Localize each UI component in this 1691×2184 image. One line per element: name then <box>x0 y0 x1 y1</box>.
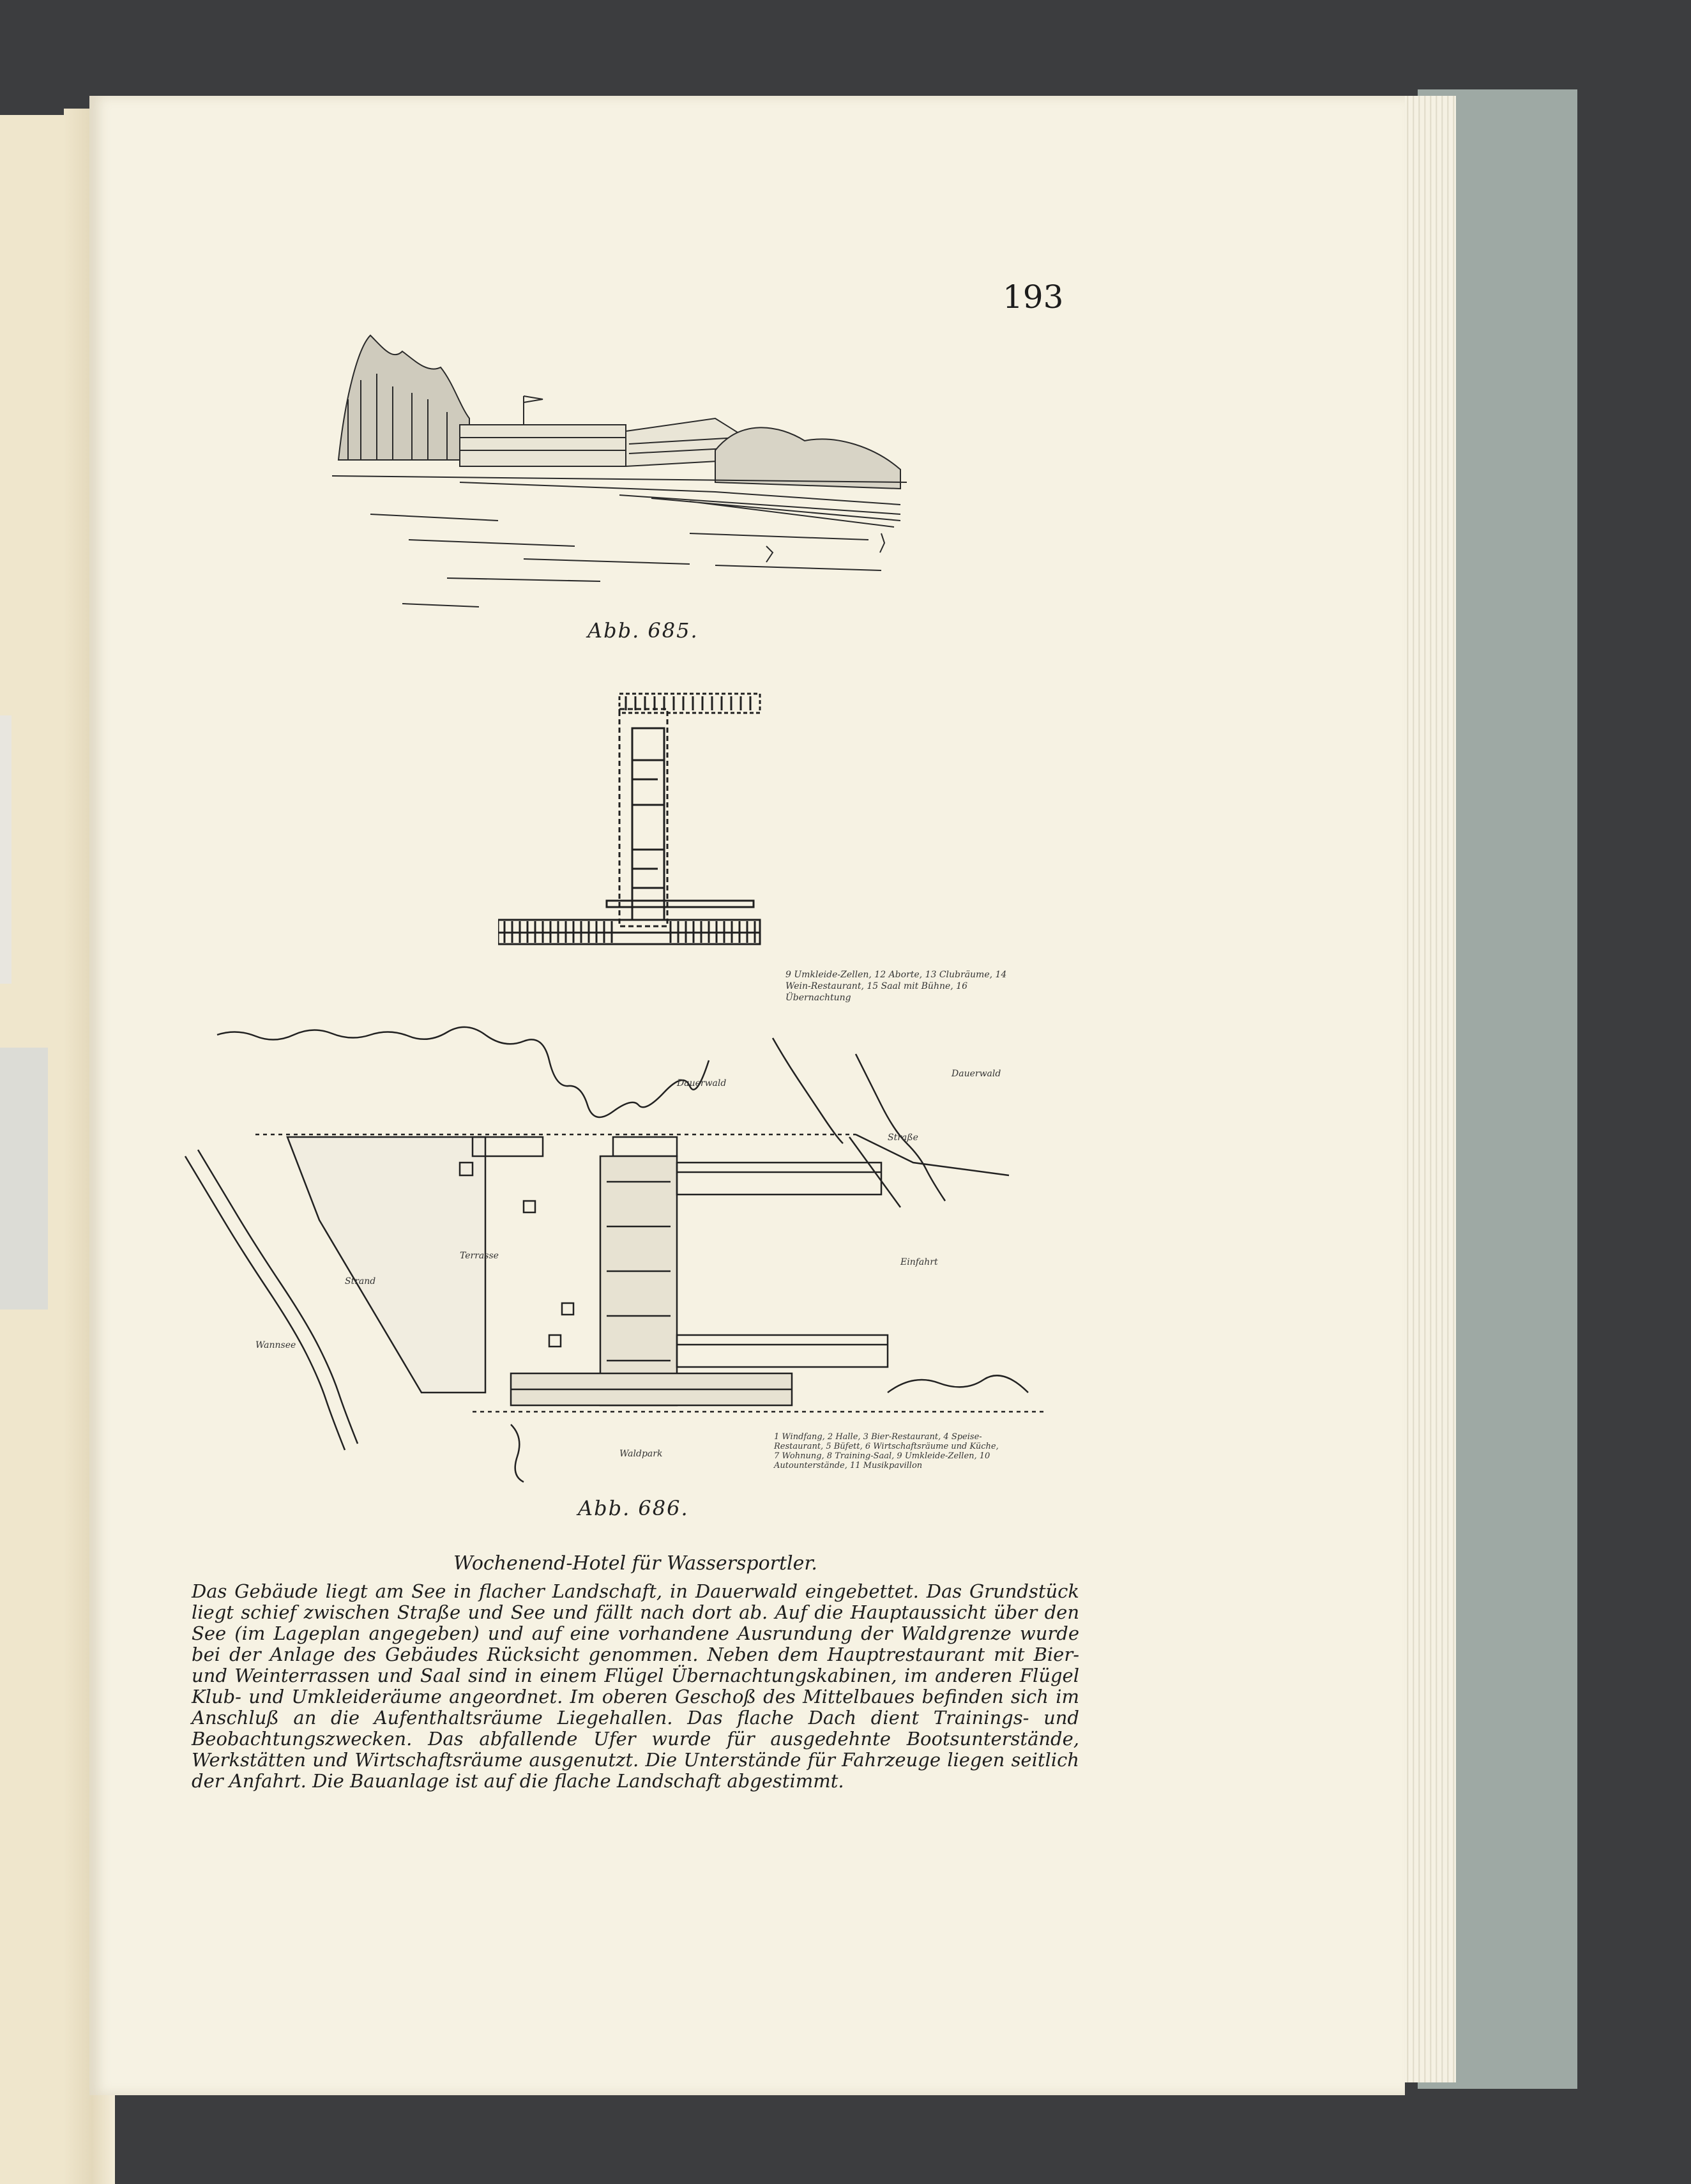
figure-caption-685: Abb. 685. <box>588 618 699 643</box>
left-page-image-fragment <box>0 1048 48 1310</box>
left-page-image-fragment <box>0 715 11 984</box>
page-number: 193 <box>1003 279 1064 316</box>
floor-plan <box>498 690 766 952</box>
label-waldpark: Waldpark <box>619 1449 663 1459</box>
hotel-perspective-sketch <box>332 323 907 620</box>
article-title: Wochenend-Hotel für Wassersportler. <box>453 1552 817 1575</box>
floor-plan-legend: 9 Umkleide-Zellen, 12 Aborte, 13 Clubräume, 14 Wein-Restaurant, 15 Saal mit Bühne, 16 Übernachtung <box>785 970 1007 1003</box>
label-dauerwald: Dauerwald <box>677 1078 727 1088</box>
site-plan <box>179 1016 1047 1501</box>
label-einfahrt: Einfahrt <box>900 1257 938 1267</box>
article-body: Das Gebäude liegt am See in flacher Landschaft, in Dauerwald eingebettet. Das Grundstück liegt schief zwischen Straße und See und fällt nach dort ab. Auf die Hauptaussicht über den See (im Lageplan angegeben) und auf eine vorhandene Ausrundung der Waldgrenze wurde bei der Anlage des Gebäudes Rücksicht genommen. Neben dem Hauptrestaurant mit Bier- und Weinterrassen und Saal sind in einem Flügel Übernachtungskabinen, im anderen Flügel Klub- und Umkleideräume angeordnet. Im oberen Geschoß des Mittelbaues befinden sich im Anschluß an die Aufenthaltsräume Liegehallen. Das flache Dach dient Trainings- und Beobachtungszwecken. Das abfallende Ufer wurde für ausgedehnte Bootsunterstände, Werkstätten und Wirtschaftsräume ausgenutzt. Die Unterstände für Fahrzeuge liegen seitlich der Anfahrt. Die Bauanlage ist auf die flache Landschaft abgestimmt. <box>192 1580 1079 1792</box>
label-dauerwald: Dauerwald <box>952 1069 1001 1079</box>
figure-caption-686: Abb. 686. <box>578 1496 689 1520</box>
label-terrasse: Terrasse <box>460 1251 499 1261</box>
label-strasse: Straße <box>888 1133 918 1143</box>
site-plan-legend: 1 Windfang, 2 Halle, 3 Bier-Restaurant, 4 Speise-Restaurant, 5 Büfett, 6 Wirtschaftsräume und Küche, 7 Wohnung, 8 Training-Saal, 9 Umkleide-Zellen, 10 Autounterstände, 11 Musikpavillon <box>774 1432 999 1470</box>
label-strand: Strand <box>345 1276 376 1287</box>
label-wannsee: Wannsee <box>255 1340 296 1350</box>
